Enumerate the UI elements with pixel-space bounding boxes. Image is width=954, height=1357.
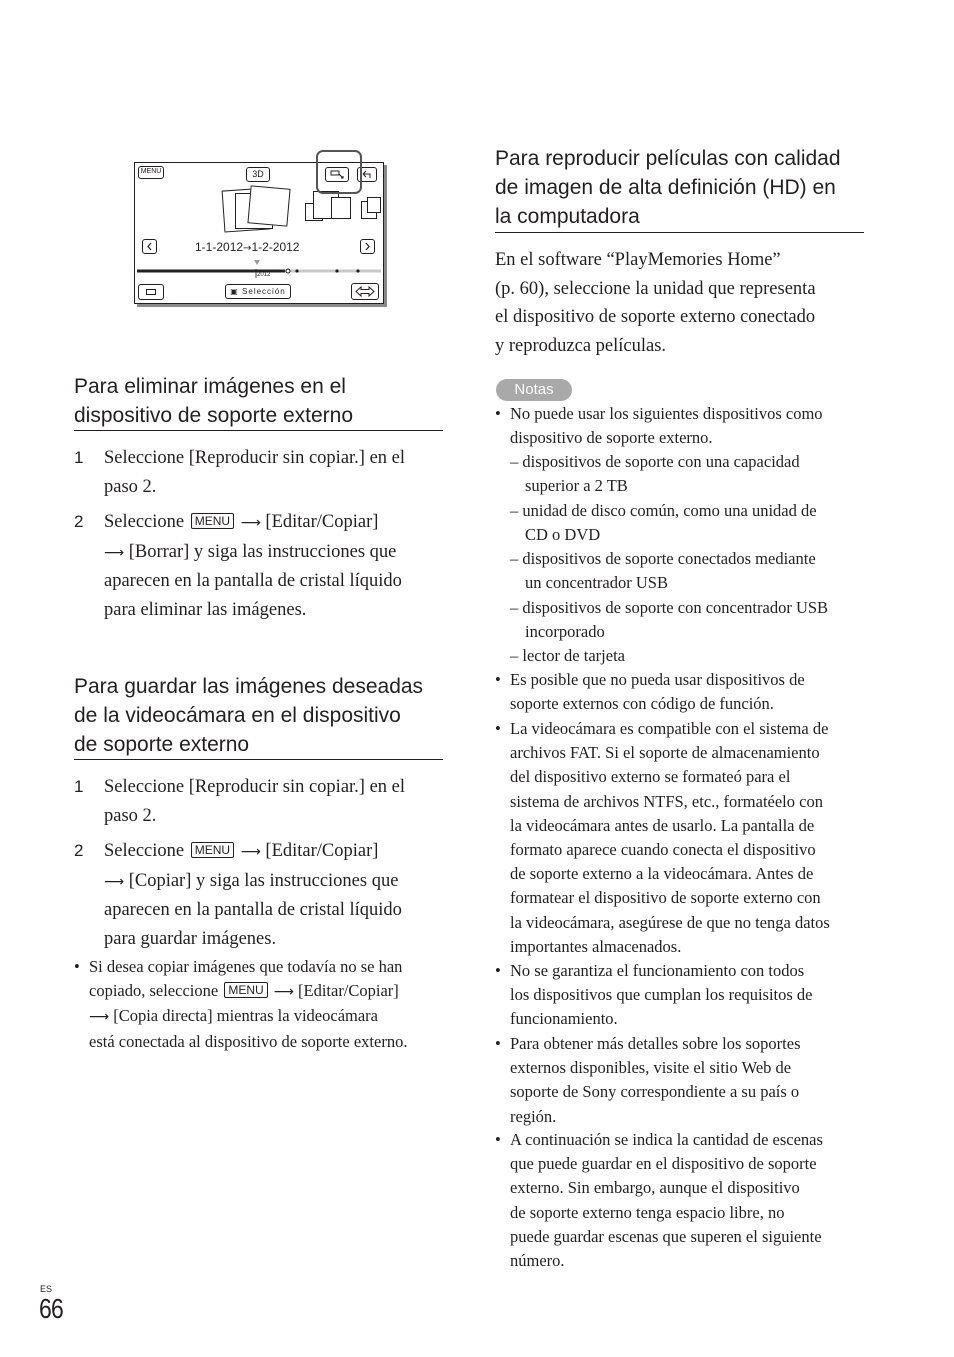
note-text: archivos FAT. Si el soporte de almacenamiento	[510, 743, 820, 763]
bullet: •	[495, 404, 501, 423]
bullet: •	[495, 670, 501, 689]
body-text: En el software “PlayMemories Home”	[495, 250, 781, 270]
bullet: •	[495, 1034, 501, 1053]
arrow-right-icon: →	[243, 243, 252, 254]
event-thumbnail[interactable]	[331, 197, 351, 219]
timeline-cursor-icon	[254, 260, 260, 265]
arrow-right-icon: ⟶	[273, 984, 294, 1001]
language-code: ES	[40, 1284, 53, 1294]
note-text: CD o DVD	[525, 525, 601, 545]
note-text: formatear el dispositivo de soporte externo con	[510, 888, 821, 908]
note-item	[495, 402, 875, 452]
menu-button[interactable]: MENU	[138, 166, 164, 179]
heading-line: Para guardar las imágenes deseadas	[74, 675, 424, 698]
body-text: el dispositivo de soporte externo conectado	[495, 307, 816, 327]
note-text: que puede guardar en el dispositivo de soporte	[510, 1154, 817, 1174]
note-item	[495, 1032, 875, 1132]
previous-event-button[interactable]	[142, 239, 157, 254]
step-text: paso 2.	[104, 476, 157, 497]
hd-body	[495, 246, 870, 360]
note-text: superior a 2 TB	[525, 476, 628, 496]
bullet: •	[495, 1130, 501, 1149]
step-text: [Editar/Copiar]	[265, 512, 379, 532]
heading-line: la computadora	[495, 205, 640, 228]
section-heading-save	[74, 672, 423, 759]
arrow-right-icon: ⟶	[104, 873, 125, 890]
note-text: No puede usar los siguientes dispositivos como	[510, 404, 823, 423]
note-text: está conectada al dispositivo de soporte externo.	[89, 1031, 408, 1051]
note-text: externos disponibles, visite el sitio Web de	[510, 1058, 792, 1078]
note-text: soporte de Sony correspondiente a su país o	[510, 1082, 800, 1102]
heading-line: dispositivo de soporte externo	[74, 404, 353, 427]
note-text: La videocámara es compatible con el sistema de	[510, 719, 829, 738]
bullet: •	[74, 957, 80, 976]
step-text: Seleccione	[104, 841, 185, 861]
chevron-right-icon	[361, 240, 374, 253]
save-step-1	[74, 773, 446, 833]
step-text: para guardar imágenes.	[104, 928, 277, 949]
note-item	[495, 1128, 875, 1278]
step-text: paso 2.	[104, 805, 157, 826]
timeline-year: 2012	[257, 272, 271, 278]
note-text: – lector de tarjeta	[510, 646, 625, 665]
note-text: región.	[510, 1106, 557, 1126]
note-text: dispositivo de soporte externo.	[510, 428, 713, 448]
selection-button[interactable]	[225, 284, 291, 299]
date-range-start: 1-1-2012	[195, 240, 244, 254]
note-text: del dispositivo externo se formateó para el	[510, 767, 791, 787]
heading-line: Para reproducir películas con calidad	[495, 147, 841, 170]
note-text: funcionamiento.	[510, 1009, 618, 1029]
heading-line: de soporte externo	[74, 733, 250, 756]
menu-icon: MENU	[191, 842, 234, 858]
note-text: Es posible que no pueda usar dispositivos de	[510, 670, 805, 689]
date-range	[195, 240, 299, 256]
note-text: la videocámara antes de usarlo. La pantalla de	[510, 815, 815, 835]
delete-step-2	[74, 508, 446, 628]
event-thumbnail[interactable]	[367, 197, 381, 213]
note-text: importantes almacenados.	[510, 936, 682, 956]
note-text: sistema de archivos NTFS, etc., formatéelo con	[510, 791, 823, 811]
menu-icon: MENU	[224, 982, 267, 998]
step-number: 2	[74, 841, 84, 860]
note-item	[495, 959, 875, 1034]
note-text: – dispositivos de soporte con concentrador USB	[510, 598, 829, 617]
note-text: número.	[510, 1251, 565, 1271]
note-text: – dispositivos de soporte con una capacidad	[510, 452, 800, 471]
section-rule	[495, 232, 864, 233]
note-text: los dispositivos que cumplan los requisitos de	[510, 985, 813, 1005]
step-number: 2	[74, 512, 84, 531]
step-text: Seleccione [Reproducir sin copiar.] en el	[104, 448, 406, 468]
page-number: 66	[39, 1293, 63, 1324]
step-number: 1	[74, 448, 84, 467]
switch-view-button[interactable]	[351, 283, 379, 300]
note-text: puede guardar escenas que superen el siguiente	[510, 1226, 822, 1246]
step-text: Seleccione [Reproducir sin copiar.] en el	[104, 777, 406, 797]
note-text: Si desea copiar imágenes que todavía no se han	[89, 957, 403, 976]
step-text: [Borrar] y siga las instrucciones que	[128, 541, 397, 562]
film-icon: ▣	[230, 287, 239, 296]
highlight-callout	[316, 150, 362, 194]
date-range-end: 1-2-2012	[251, 240, 300, 254]
sub-item	[510, 596, 880, 644]
note-text: formato aparece cuando conecta el dispositivo	[510, 840, 816, 860]
next-event-button[interactable]	[360, 239, 375, 254]
note-text: un concentrador USB	[525, 573, 668, 593]
note-text: No se garantiza el funcionamiento con todos	[510, 961, 805, 980]
save-note	[74, 955, 449, 1055]
sub-item	[510, 450, 880, 498]
event-thumbnail[interactable]	[247, 185, 290, 226]
step-text: [Copiar] y siga las instrucciones que	[128, 870, 399, 891]
note-text: [Copia directa] mientras la videocámara	[113, 1006, 378, 1026]
view-mode-icon	[139, 285, 163, 299]
note-text: de soporte externo a la videocámara. Antes de	[510, 864, 814, 884]
body-text: y reproduzca películas.	[495, 335, 667, 356]
sub-item	[510, 499, 880, 547]
note-text: – dispositivos de soporte conectados mediante	[510, 549, 816, 568]
note-text: soporte externos con código de función.	[510, 694, 774, 714]
sub-item	[510, 644, 880, 668]
mode-3d-button[interactable]: 3D	[246, 167, 270, 182]
note-item	[495, 717, 875, 962]
step-text: [Editar/Copiar]	[265, 841, 379, 861]
section-rule	[74, 430, 443, 431]
heading-line: de imagen de alta definición (HD) en	[495, 176, 836, 199]
step-text: para eliminar las imágenes.	[104, 599, 307, 620]
note-text: – unidad de disco común, como una unidad de	[510, 501, 817, 520]
arrow-right-icon: ⟶	[240, 844, 261, 860]
note-text: copiado, seleccione	[89, 981, 219, 1001]
note-text: A continuación se indica la cantidad de escenas	[510, 1130, 823, 1149]
note-text: [Editar/Copiar]	[298, 981, 399, 1001]
note-text: Para obtener más detalles sobre los soportes	[510, 1034, 801, 1053]
arrow-right-icon: ⟶	[104, 544, 125, 561]
step-text: aparecen en la pantalla de cristal líquido	[104, 900, 402, 920]
double-arrow-icon	[352, 284, 378, 299]
view-mode-button[interactable]	[138, 284, 164, 300]
step-text: aparecen en la pantalla de cristal líquido	[104, 571, 402, 591]
note-text: la videocámara, asegúrese de que no tenga datos	[510, 912, 830, 932]
selection-label: Selección	[242, 287, 286, 296]
note-text: incorporado	[525, 622, 605, 642]
note-item	[495, 668, 875, 718]
bullet: •	[495, 961, 501, 980]
section-heading-hd	[495, 144, 841, 231]
arrow-right-icon: ⟶	[89, 1009, 110, 1026]
heading-line: de la videocámara en el dispositivo	[74, 704, 401, 727]
menu-icon: MENU	[191, 513, 234, 529]
body-text: (p. 60), seleccione la unidad que representa	[495, 278, 816, 299]
heading-line: Para eliminar imágenes en el	[74, 375, 346, 398]
note-text: externo. Sin embargo, aunque el dispositivo	[510, 1178, 800, 1198]
note-text: de soporte externo tenga espacio libre, no	[510, 1202, 785, 1222]
bullet: •	[495, 719, 501, 738]
step-text: Seleccione	[104, 512, 185, 532]
step-number: 1	[74, 777, 84, 796]
sub-item	[510, 547, 880, 595]
section-rule	[74, 759, 443, 760]
notes-label: Notas	[496, 379, 572, 401]
section-heading-delete	[74, 372, 353, 430]
chevron-left-icon	[143, 240, 156, 253]
save-step-2	[74, 837, 446, 957]
arrow-right-icon: ⟶	[240, 515, 261, 531]
delete-step-1	[74, 444, 446, 504]
